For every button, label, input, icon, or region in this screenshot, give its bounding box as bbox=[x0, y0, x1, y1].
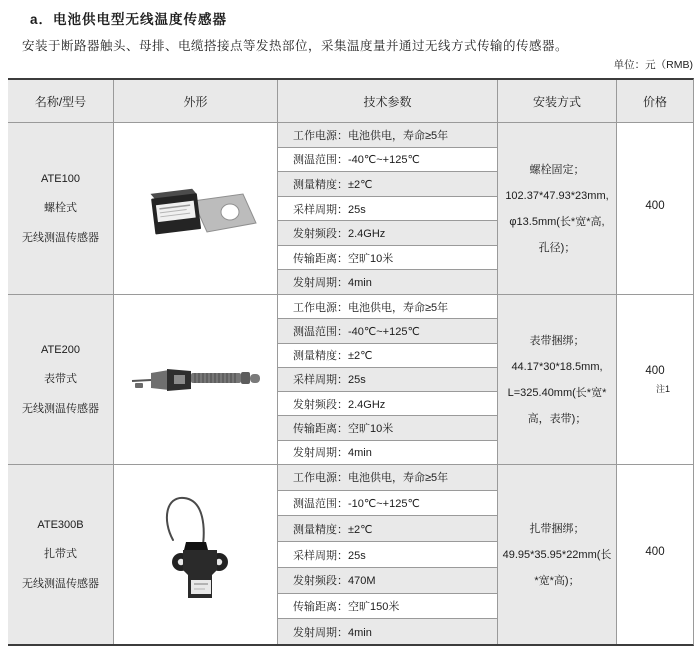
header-appearance: 外形 bbox=[114, 80, 278, 122]
table-row-ate100 bbox=[8, 123, 693, 295]
param-sample-cycle: 采样周期：25s bbox=[278, 197, 497, 222]
product-model: ATE200 bbox=[41, 343, 80, 356]
table-row-ate300b bbox=[8, 465, 693, 644]
param-sample-cycle: 采样周期：25s bbox=[278, 368, 497, 392]
param-tx-cycle: 发射周期：4min bbox=[278, 619, 497, 644]
product-photo-cell bbox=[114, 295, 278, 464]
param-sample-cycle: 采样周期：25s bbox=[278, 542, 497, 568]
param-temp-range: 测温范围：-40℃~+125℃ bbox=[278, 148, 497, 173]
product-name-cell bbox=[8, 295, 114, 464]
product-category: 无线测温传感器 bbox=[22, 231, 99, 244]
install-line: 表带捆绑； bbox=[529, 334, 585, 347]
product-type: 扎带式 bbox=[44, 547, 77, 560]
param-tx-distance: 传输距离：空旷10米 bbox=[278, 416, 497, 440]
page-title: a．电池供电型无线温度传感器 bbox=[30, 12, 228, 27]
install-line: 高，表带)； bbox=[527, 412, 587, 425]
install-line: φ13.5mm(长*宽*高, bbox=[509, 215, 605, 228]
param-tx-distance: 传输距离：空旷10米 bbox=[278, 246, 497, 271]
tech-params-cell bbox=[278, 295, 498, 464]
param-power: 工作电源：电池供电，寿命≥5年 bbox=[278, 295, 497, 319]
install-method-cell bbox=[498, 465, 617, 644]
param-accuracy: 测量精度：±2℃ bbox=[278, 172, 497, 197]
install-line: L=325.40mm(长*宽* bbox=[507, 386, 607, 399]
param-temp-range: 测温范围：-10℃~+125℃ bbox=[278, 491, 497, 517]
product-photo-cell bbox=[114, 465, 278, 644]
param-accuracy: 测量精度：±2℃ bbox=[278, 516, 497, 542]
price-cell bbox=[617, 123, 693, 294]
product-category: 无线测温传感器 bbox=[22, 577, 99, 590]
product-model: ATE300B bbox=[37, 518, 84, 531]
header-tech-params: 技术参数 bbox=[278, 80, 498, 122]
param-power: 工作电源：电池供电，寿命≥5年 bbox=[278, 123, 497, 148]
header-price: 价格 bbox=[642, 94, 667, 109]
install-line: 螺栓固定； bbox=[529, 163, 585, 176]
param-accuracy: 测量精度：±2℃ bbox=[278, 344, 497, 368]
price-cell bbox=[617, 465, 693, 644]
install-line: 扎带捆绑； bbox=[529, 522, 585, 535]
install-line: 49.95*35.95*22mm(长 bbox=[502, 548, 612, 561]
price-cell bbox=[617, 295, 693, 464]
install-method-cell bbox=[498, 123, 617, 294]
page-subtitle: 安装于断路器触头、母排、电缆搭接点等发热部位，采集温度量并通过无线方式传输的传感器。 bbox=[22, 39, 569, 53]
price-note: 注1 bbox=[655, 383, 670, 394]
product-type: 螺栓式 bbox=[44, 201, 77, 214]
cable-tie-type-sensor-image bbox=[150, 490, 242, 620]
install-line: 孔径)； bbox=[538, 241, 576, 254]
price-value: 400 bbox=[645, 364, 665, 377]
install-line: 44.17*30*18.5mm, bbox=[511, 360, 603, 373]
install-line: *宽*高)； bbox=[534, 574, 580, 587]
param-temp-range: 测温范围：-40℃~+125℃ bbox=[278, 319, 497, 343]
product-category: 无线测温传感器 bbox=[22, 402, 99, 415]
currency-unit-label: 单位：元（RMB) bbox=[613, 59, 693, 71]
table-header-row bbox=[8, 80, 693, 123]
strap-type-sensor-image bbox=[129, 363, 263, 397]
sensor-price-table bbox=[8, 78, 694, 646]
bolt-type-sensor-image bbox=[133, 175, 259, 243]
param-freq-band: 发射频段：2.4GHz bbox=[278, 392, 497, 416]
param-freq-band: 发射频段：2.4GHz bbox=[278, 221, 497, 246]
price-value: 400 bbox=[645, 200, 665, 212]
product-type: 表带式 bbox=[44, 372, 77, 385]
param-power: 工作电源：电池供电，寿命≥5年 bbox=[278, 465, 497, 491]
param-tx-distance: 传输距离：空旷150米 bbox=[278, 594, 497, 620]
header-name-model: 名称/型号 bbox=[8, 80, 114, 122]
tech-params-cell bbox=[278, 123, 498, 294]
install-method-cell bbox=[498, 295, 617, 464]
param-freq-band: 发射频段：470M bbox=[278, 568, 497, 594]
product-model: ATE100 bbox=[41, 172, 80, 185]
product-name-cell bbox=[8, 123, 114, 294]
header-install-method: 安装方式 bbox=[498, 80, 617, 122]
install-line: 102.37*47.93*23mm, bbox=[505, 189, 609, 202]
price-value: 400 bbox=[645, 546, 665, 558]
product-photo-cell bbox=[114, 123, 278, 294]
table-row-ate200 bbox=[8, 295, 693, 465]
param-tx-cycle: 发射周期：4min bbox=[293, 447, 372, 460]
tech-params-cell bbox=[278, 465, 498, 644]
param-tx-cycle: 发射周期：4min bbox=[278, 270, 497, 294]
product-name-cell bbox=[8, 465, 114, 644]
